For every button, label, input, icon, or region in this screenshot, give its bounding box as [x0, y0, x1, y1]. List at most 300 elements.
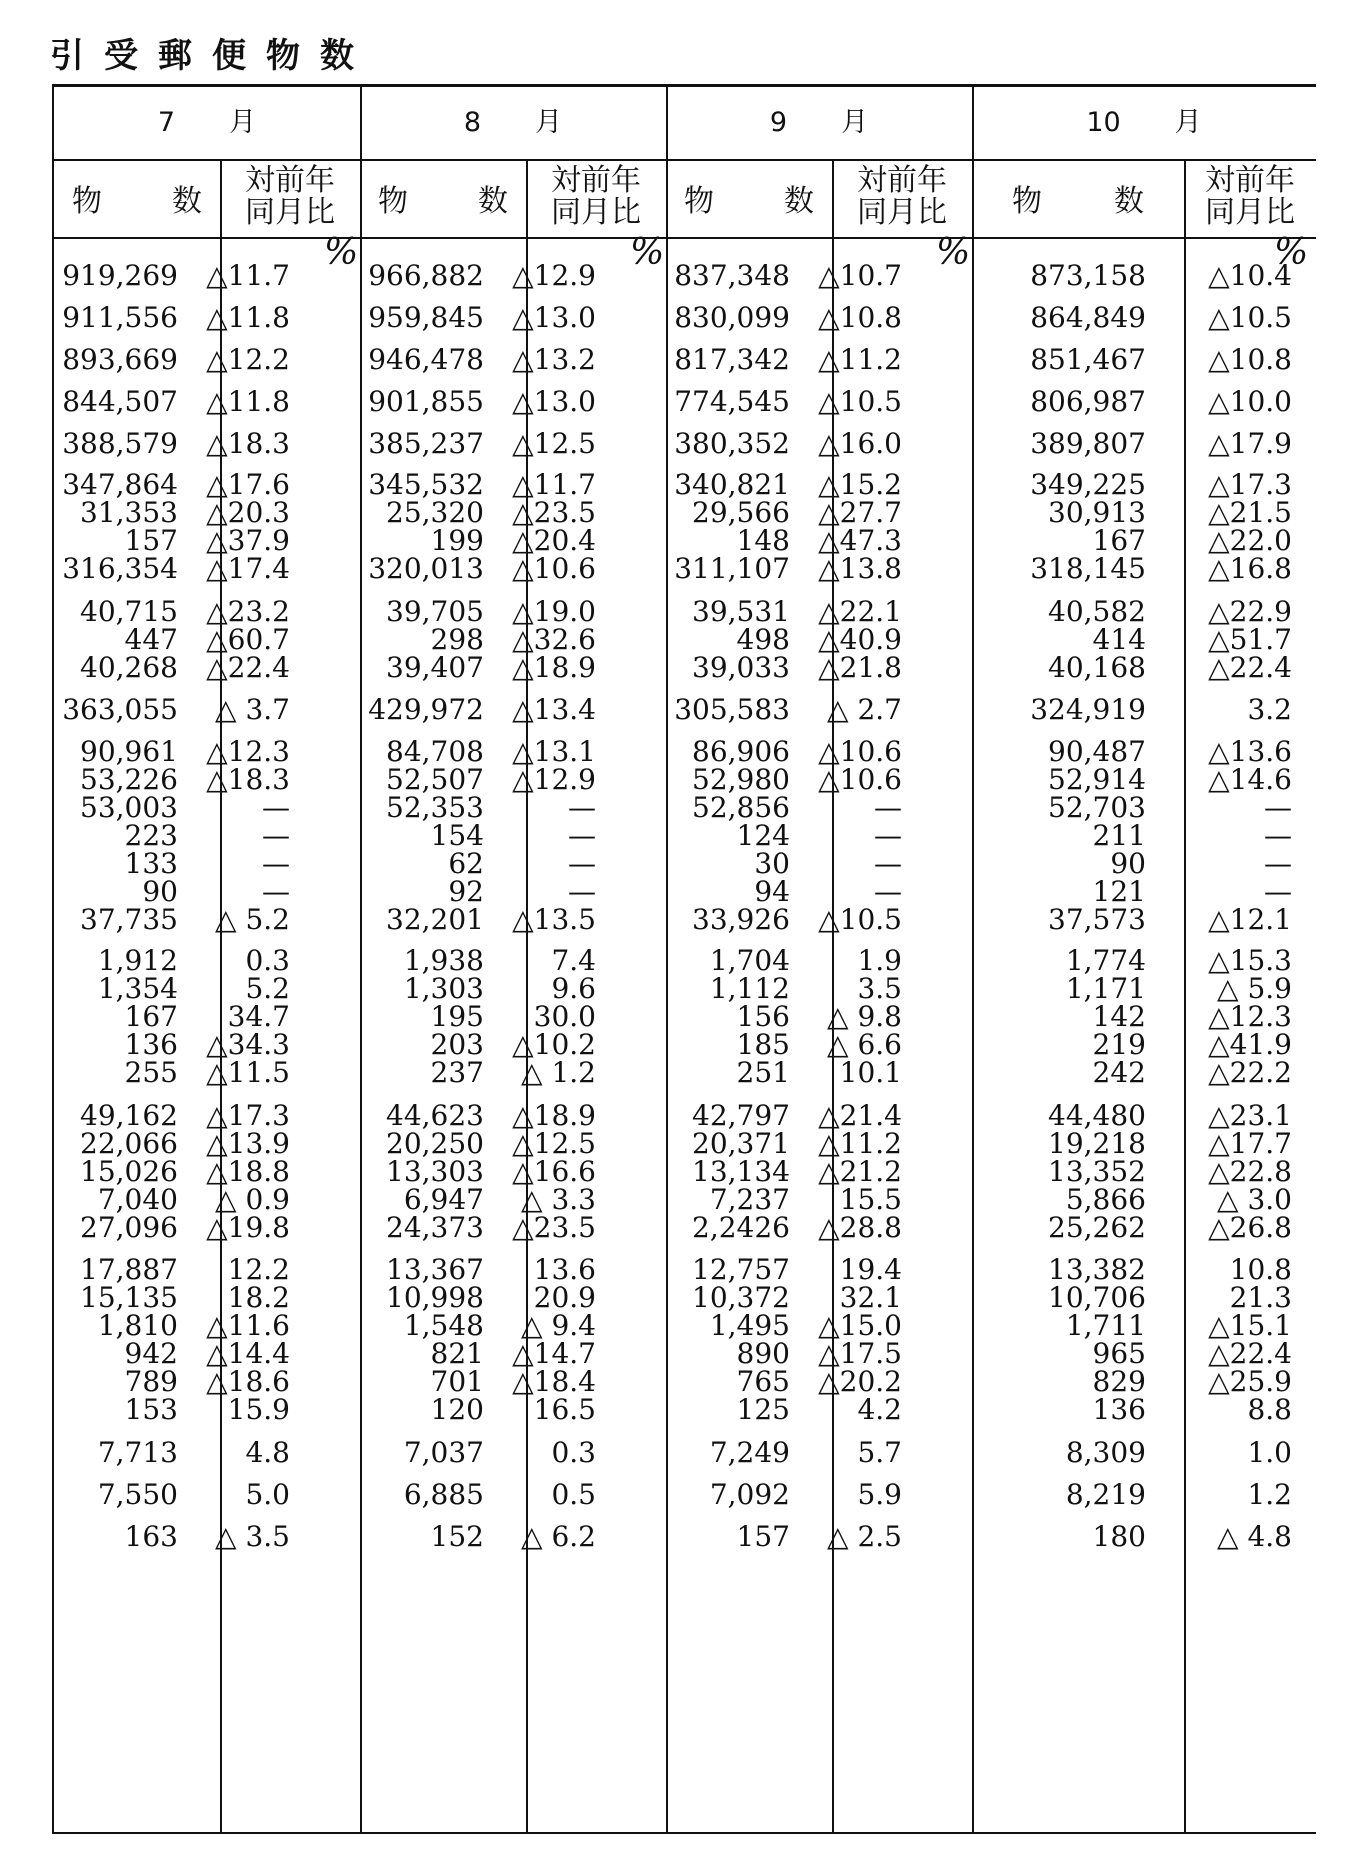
count-header-char: 数	[478, 184, 508, 219]
ratio-cell: △18.9	[512, 1099, 596, 1132]
ratio-cell: △12.2	[206, 343, 290, 376]
count-cell: 90	[1110, 847, 1146, 880]
ratio-cell: △12.5	[512, 427, 596, 460]
count-cell: 44,623	[386, 1099, 484, 1132]
ratio-cell: △16.8	[1208, 552, 1292, 585]
count-cell: 86,906	[692, 735, 790, 768]
ratio-cell: △11.5	[206, 1056, 290, 1089]
header-bottom-line	[54, 237, 1316, 239]
ratio-cell: △17.9	[1208, 427, 1292, 460]
ratio-cell: △10.5	[818, 385, 902, 418]
ratio-cell: 7.4	[551, 944, 596, 977]
ratio-cell: 8.8	[1247, 1393, 1292, 1426]
count-cell: 893,669	[62, 343, 178, 376]
count-cell: 340,821	[674, 468, 790, 501]
ratio-cell: 1.2	[1247, 1478, 1292, 1511]
ratio-cell: △11.7	[512, 468, 596, 501]
table-row	[54, 1520, 1316, 1553]
count-cell: 7,237	[709, 1183, 790, 1216]
count-cell: 1,810	[97, 1309, 178, 1342]
ratio-cell: △12.9	[512, 259, 596, 292]
ratio-cell: △12.3	[1208, 1000, 1292, 1033]
ratio-cell: △20.2	[818, 1365, 902, 1398]
count-cell: 8,309	[1065, 1436, 1146, 1469]
ratio-cell: 0.3	[245, 944, 290, 977]
percent-unit: %	[1274, 232, 1309, 273]
count-header-char: 物	[684, 184, 714, 219]
ratio-cell: 1.0	[1247, 1436, 1292, 1469]
ratio-header-line: 同月比	[551, 195, 641, 230]
ratio-cell: —	[568, 791, 596, 824]
ratio-cell: —	[568, 819, 596, 852]
count-cell: 864,849	[1030, 301, 1146, 334]
table-row	[54, 343, 1316, 376]
month-header-sep: 9 月	[769, 107, 869, 138]
ratio-cell: △17.7	[1208, 1127, 1292, 1160]
count-cell: 10,372	[692, 1281, 790, 1314]
count-cell: 414	[1092, 623, 1146, 656]
count-cell: 1,774	[1065, 944, 1146, 977]
count-cell: 298	[430, 623, 484, 656]
ratio-cell: —	[1264, 847, 1292, 880]
ratio-header-line: 対前年	[857, 163, 947, 198]
count-cell: 363,055	[62, 693, 178, 726]
count-cell: 347,864	[62, 468, 178, 501]
count-cell: 22,066	[80, 1127, 178, 1160]
ratio-cell: △22.4	[1208, 1337, 1292, 1370]
count-cell: 199	[430, 524, 484, 557]
count-cell: 1,912	[97, 944, 178, 977]
count-cell: 219	[1092, 1028, 1146, 1061]
month-header-aug: 8 月	[463, 107, 563, 138]
count-cell: 33,926	[692, 903, 790, 936]
count-cell: 52,914	[1048, 763, 1146, 796]
ratio-cell: △21.2	[818, 1155, 902, 1188]
count-cell: 156	[736, 1000, 790, 1033]
count-cell: 157	[124, 524, 178, 557]
ratio-cell: △11.6	[206, 1309, 290, 1342]
ratio-cell: 5.0	[245, 1478, 290, 1511]
table-row	[54, 1393, 1316, 1426]
count-cell: 10,706	[1048, 1281, 1146, 1314]
page-title: 引受郵便物数	[50, 36, 374, 76]
ratio-cell: △22.4	[1208, 651, 1292, 684]
ratio-cell: △11.8	[206, 385, 290, 418]
count-header	[54, 171, 220, 233]
count-cell: 40,582	[1048, 595, 1146, 628]
count-cell: 1,354	[97, 972, 178, 1005]
count-cell: 837,348	[674, 259, 790, 292]
count-cell: 153	[124, 1393, 178, 1426]
table-row	[54, 301, 1316, 334]
mail-volume-table	[52, 84, 1316, 1834]
count-cell: 136	[1092, 1393, 1146, 1426]
ratio-header-line: 同月比	[245, 195, 335, 230]
ratio-cell: △23.1	[1208, 1099, 1292, 1132]
count-cell: 53,003	[80, 791, 178, 824]
ratio-cell: △10.6	[818, 763, 902, 796]
count-cell: 13,382	[1048, 1253, 1146, 1286]
ratio-cell: △10.0	[1208, 385, 1292, 418]
ratio-cell: △13.9	[206, 1127, 290, 1160]
count-cell: 25,262	[1048, 1211, 1146, 1244]
ratio-cell: △11.8	[206, 301, 290, 334]
count-cell: 919,269	[62, 259, 178, 292]
count-cell: 42,797	[692, 1099, 790, 1132]
count-cell: 32,201	[386, 903, 484, 936]
ratio-cell: △13.0	[512, 301, 596, 334]
ratio-cell: 19.4	[839, 1253, 902, 1286]
ratio-cell: △ 1.2	[521, 1056, 596, 1089]
ratio-cell: △22.1	[818, 595, 902, 628]
table-row	[54, 259, 1316, 292]
ratio-cell: △47.3	[818, 524, 902, 557]
count-cell: 120	[430, 1393, 484, 1426]
count-cell: 13,367	[386, 1253, 484, 1286]
ratio-cell: △10.5	[818, 903, 902, 936]
ratio-cell: 5.7	[857, 1436, 902, 1469]
count-cell: 429,972	[368, 693, 484, 726]
count-header-char: 数	[172, 184, 202, 219]
ratio-cell: △22.4	[206, 651, 290, 684]
count-cell: 12,757	[692, 1253, 790, 1286]
count-cell: 49,162	[80, 1099, 178, 1132]
count-cell: 30,913	[1048, 496, 1146, 529]
ratio-cell: △22.2	[1208, 1056, 1292, 1089]
ratio-cell: 13.6	[533, 1253, 596, 1286]
count-cell: 7,249	[709, 1436, 790, 1469]
ratio-cell: △18.3	[206, 763, 290, 796]
count-cell: 84,708	[386, 735, 484, 768]
count-cell: 829	[1092, 1365, 1146, 1398]
count-cell: 305,583	[674, 693, 790, 726]
count-cell: 223	[124, 819, 178, 852]
count-cell: 19,218	[1048, 1127, 1146, 1160]
ratio-cell: △10.8	[1208, 343, 1292, 376]
count-cell: 142	[1092, 1000, 1146, 1033]
ratio-cell: —	[568, 875, 596, 908]
table-row	[54, 1056, 1316, 1089]
ratio-cell: △ 9.4	[521, 1309, 596, 1342]
count-cell: 7,550	[97, 1478, 178, 1511]
count-cell: 203	[430, 1028, 484, 1061]
ratio-cell: △37.9	[206, 524, 290, 557]
ratio-cell: △14.6	[1208, 763, 1292, 796]
count-cell: 154	[430, 819, 484, 852]
ratio-cell: 5.9	[857, 1478, 902, 1511]
ratio-cell: —	[262, 819, 290, 852]
count-cell: 318,145	[1030, 552, 1146, 585]
count-header-char: 物	[72, 184, 102, 219]
ratio-header-line: 対前年	[551, 163, 641, 198]
ratio-cell: 34.7	[227, 1000, 290, 1033]
count-cell: 7,713	[97, 1436, 178, 1469]
count-cell: 37,735	[80, 903, 178, 936]
count-cell: 10,998	[386, 1281, 484, 1314]
ratio-cell: 16.5	[533, 1393, 596, 1426]
count-cell: 30	[754, 847, 790, 880]
count-header	[972, 171, 1184, 233]
ratio-cell: —	[1264, 819, 1292, 852]
ratio-cell: △21.4	[818, 1099, 902, 1132]
count-cell: 806,987	[1030, 385, 1146, 418]
ratio-cell: △13.5	[512, 903, 596, 936]
ratio-header	[526, 165, 666, 229]
ratio-cell: △10.2	[512, 1028, 596, 1061]
ratio-cell: △12.1	[1208, 903, 1292, 936]
count-cell: 316,354	[62, 552, 178, 585]
month-header-oct: 10 月	[1086, 107, 1202, 138]
ratio-cell: △21.8	[818, 651, 902, 684]
ratio-cell: △ 5.2	[215, 903, 290, 936]
ratio-cell: △28.8	[818, 1211, 902, 1244]
ratio-cell: △32.6	[512, 623, 596, 656]
count-cell: 830,099	[674, 301, 790, 334]
count-cell: 966,882	[368, 259, 484, 292]
count-cell: 52,703	[1048, 791, 1146, 824]
ratio-cell: △17.6	[206, 468, 290, 501]
count-cell: 242	[1092, 1056, 1146, 1089]
count-header-char: 物	[1012, 184, 1042, 219]
count-cell: 94	[754, 875, 790, 908]
count-cell: 20,250	[386, 1127, 484, 1160]
ratio-cell: △11.2	[818, 343, 902, 376]
count-header-char: 物	[378, 184, 408, 219]
ratio-cell: △17.4	[206, 552, 290, 585]
ratio-cell: 5.2	[245, 972, 290, 1005]
count-cell: 701	[430, 1365, 484, 1398]
ratio-cell: △ 3.0	[1217, 1183, 1292, 1216]
ratio-cell: —	[874, 791, 902, 824]
percent-unit: %	[630, 232, 665, 273]
count-cell: 17,887	[80, 1253, 178, 1286]
count-cell: 1,548	[403, 1309, 484, 1342]
ratio-cell: 0.3	[551, 1436, 596, 1469]
count-cell: 380,352	[674, 427, 790, 460]
count-cell: 148	[736, 524, 790, 557]
ratio-cell: 9.6	[551, 972, 596, 1005]
count-cell: 2,2426	[692, 1211, 790, 1244]
count-cell: 152	[430, 1520, 484, 1553]
count-cell: 39,407	[386, 651, 484, 684]
count-cell: 52,980	[692, 763, 790, 796]
count-cell: 789	[124, 1365, 178, 1398]
count-cell: 324,919	[1030, 693, 1146, 726]
count-cell: 817,342	[674, 343, 790, 376]
count-cell: 844,507	[62, 385, 178, 418]
count-cell: 7,037	[403, 1436, 484, 1469]
ratio-cell: 10.1	[839, 1056, 902, 1089]
count-header-char: 数	[784, 184, 814, 219]
ratio-cell: △51.7	[1208, 623, 1292, 656]
ratio-cell: 3.5	[857, 972, 902, 1005]
count-cell: 1,171	[1065, 972, 1146, 1005]
count-cell: 498	[736, 623, 790, 656]
count-cell: 37,573	[1048, 903, 1146, 936]
ratio-cell: △13.1	[512, 735, 596, 768]
ratio-cell: 32.1	[839, 1281, 902, 1314]
ratio-cell: △20.3	[206, 496, 290, 529]
ratio-cell: △22.8	[1208, 1155, 1292, 1188]
ratio-cell: △ 2.5	[827, 1520, 902, 1553]
header-divider	[54, 159, 1316, 161]
ratio-cell: △10.6	[512, 552, 596, 585]
ratio-cell: △ 3.7	[215, 693, 290, 726]
ratio-cell: —	[874, 847, 902, 880]
count-header-char: 数	[1114, 184, 1144, 219]
ratio-cell: △11.2	[818, 1127, 902, 1160]
ratio-cell: △ 6.6	[827, 1028, 902, 1061]
ratio-cell: —	[262, 875, 290, 908]
count-cell: 911,556	[62, 301, 178, 334]
ratio-cell: △15.3	[1208, 944, 1292, 977]
count-cell: 39,705	[386, 595, 484, 628]
ratio-cell: —	[874, 819, 902, 852]
ratio-cell: —	[1264, 875, 1292, 908]
count-cell: 447	[124, 623, 178, 656]
count-cell: 211	[1092, 819, 1146, 852]
ratio-cell: △12.3	[206, 735, 290, 768]
table-row	[54, 651, 1316, 684]
ratio-cell: △13.4	[512, 693, 596, 726]
ratio-cell: △15.1	[1208, 1309, 1292, 1342]
ratio-cell: △10.7	[818, 259, 902, 292]
count-cell: 121	[1092, 875, 1146, 908]
count-cell: 90	[142, 875, 178, 908]
count-cell: 1,303	[403, 972, 484, 1005]
ratio-cell: △13.2	[512, 343, 596, 376]
ratio-cell: △18.8	[206, 1155, 290, 1188]
ratio-cell: 12.2	[227, 1253, 290, 1286]
ratio-cell: △40.9	[818, 623, 902, 656]
ratio-cell: △23.5	[512, 1211, 596, 1244]
percent-unit: %	[324, 232, 359, 273]
ratio-cell: △34.3	[206, 1028, 290, 1061]
ratio-cell: △ 5.9	[1217, 972, 1292, 1005]
ratio-cell: △ 4.8	[1217, 1520, 1292, 1553]
ratio-cell: △18.9	[512, 651, 596, 684]
count-cell: 52,353	[386, 791, 484, 824]
count-cell: 311,107	[674, 552, 790, 585]
ratio-cell: △14.7	[512, 1337, 596, 1370]
ratio-cell: △ 3.5	[215, 1520, 290, 1553]
ratio-header	[832, 165, 972, 229]
count-cell: 1,704	[709, 944, 790, 977]
ratio-cell: △18.6	[206, 1365, 290, 1398]
ratio-cell: △13.8	[818, 552, 902, 585]
count-cell: 389,807	[1030, 427, 1146, 460]
ratio-cell: 0.5	[551, 1478, 596, 1511]
count-cell: 965	[1092, 1337, 1146, 1370]
ratio-cell: —	[1264, 791, 1292, 824]
ratio-header	[1184, 165, 1316, 229]
count-cell: 185	[736, 1028, 790, 1061]
ratio-cell: —	[262, 791, 290, 824]
count-cell: 125	[736, 1393, 790, 1426]
count-cell: 851,467	[1030, 343, 1146, 376]
count-cell: 255	[124, 1056, 178, 1089]
count-cell: 946,478	[368, 343, 484, 376]
ratio-cell: —	[262, 847, 290, 880]
count-cell: 13,134	[692, 1155, 790, 1188]
ratio-cell: 15.5	[839, 1183, 902, 1216]
count-cell: 6,885	[403, 1478, 484, 1511]
count-cell: 8,219	[1065, 1478, 1146, 1511]
ratio-cell: △12.9	[512, 763, 596, 796]
ratio-cell: 10.8	[1229, 1253, 1292, 1286]
ratio-cell: △27.7	[818, 496, 902, 529]
ratio-cell: —	[874, 875, 902, 908]
count-cell: 39,531	[692, 595, 790, 628]
count-cell: 15,026	[80, 1155, 178, 1188]
count-cell: 1,495	[709, 1309, 790, 1342]
count-cell: 873,158	[1030, 259, 1146, 292]
count-cell: 774,545	[674, 385, 790, 418]
ratio-cell: —	[568, 847, 596, 880]
ratio-cell: △ 3.3	[521, 1183, 596, 1216]
count-cell: 959,845	[368, 301, 484, 334]
count-cell: 62	[448, 847, 484, 880]
count-cell: 124	[736, 819, 790, 852]
ratio-cell: △ 0.9	[215, 1183, 290, 1216]
count-cell: 40,168	[1048, 651, 1146, 684]
ratio-cell: △ 2.7	[827, 693, 902, 726]
ratio-header-line: 対前年	[1205, 163, 1295, 198]
ratio-cell: 30.0	[533, 1000, 596, 1033]
ratio-cell: △17.3	[206, 1099, 290, 1132]
count-cell: 24,373	[386, 1211, 484, 1244]
ratio-cell: △60.7	[206, 623, 290, 656]
count-cell: 40,268	[80, 651, 178, 684]
count-cell: 388,579	[62, 427, 178, 460]
ratio-cell: △18.3	[206, 427, 290, 460]
count-cell: 195	[430, 1000, 484, 1033]
count-cell: 1,112	[709, 972, 790, 1005]
ratio-cell: △15.0	[818, 1309, 902, 1342]
count-cell: 40,715	[80, 595, 178, 628]
count-cell: 345,532	[368, 468, 484, 501]
count-cell: 39,033	[692, 651, 790, 684]
count-cell: 163	[124, 1520, 178, 1553]
table-row	[54, 552, 1316, 585]
ratio-cell: △25.9	[1208, 1365, 1292, 1398]
count-cell: 13,303	[386, 1155, 484, 1188]
count-cell: 136	[124, 1028, 178, 1061]
ratio-cell: △20.4	[512, 524, 596, 557]
count-cell: 15,135	[80, 1281, 178, 1314]
ratio-cell: △41.9	[1208, 1028, 1292, 1061]
ratio-header	[220, 165, 360, 229]
ratio-cell: 20.9	[533, 1281, 596, 1314]
count-cell: 180	[1092, 1520, 1146, 1553]
count-cell: 29,566	[692, 496, 790, 529]
table-row	[54, 1211, 1316, 1244]
ratio-cell: △23.2	[206, 595, 290, 628]
table-row	[54, 427, 1316, 460]
table-row	[54, 385, 1316, 418]
count-cell: 31,353	[80, 496, 178, 529]
count-cell: 901,855	[368, 385, 484, 418]
count-cell: 5,866	[1065, 1183, 1146, 1216]
table-row	[54, 1478, 1316, 1511]
count-cell: 44,480	[1048, 1099, 1146, 1132]
count-cell: 25,320	[386, 496, 484, 529]
count-cell: 13,352	[1048, 1155, 1146, 1188]
count-cell: 90,487	[1048, 735, 1146, 768]
ratio-cell: △19.0	[512, 595, 596, 628]
count-cell: 237	[430, 1056, 484, 1089]
ratio-cell: △19.8	[206, 1211, 290, 1244]
